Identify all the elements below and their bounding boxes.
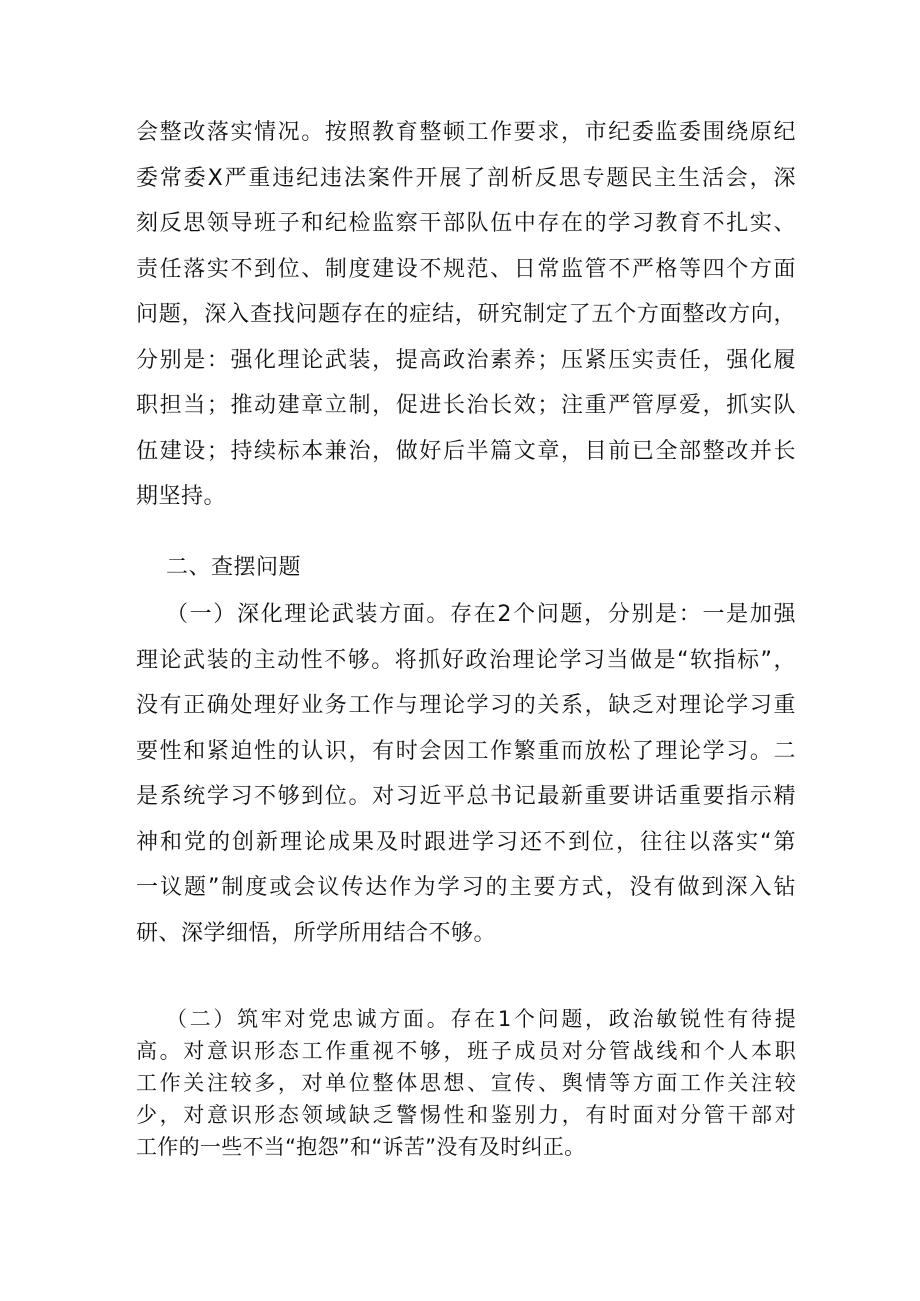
text-line: 期坚持。 — [136, 484, 227, 509]
text-line: 问题，深入查找问题存在的症结，研究制定了五个方面整改方向， — [136, 302, 796, 327]
text-line: 一议题”制度或会议传达作为学习的主要方式，没有做到深入钻 — [136, 875, 796, 900]
text-line: 理论武装的主动性不够。将抓好政治理论学习当做是“软指标”， — [136, 647, 796, 673]
text-line: 职担当；推动建章立制，促进长治长效；注重严管厚爱，抓实队 — [136, 393, 796, 418]
text-line: 神和党的创新理论成果及时跟进学习还不到位，往往以落实“第 — [136, 829, 796, 855]
paragraph-rectification-status — [136, 110, 796, 520]
text-line: 责任落实不到位、制度建设不规范、日常监管不严格等四个方面 — [136, 256, 796, 282]
text-line: 要性和紧迫性的认识，有时会因工作繁重而放松了理论学习。二 — [136, 738, 796, 764]
paragraph-party-loyalty — [136, 1003, 796, 1163]
text-line: 刻反思领导班子和纪检监察干部队伍中存在的学习教育不扎实、 — [136, 211, 796, 236]
text-line: 少，对意识形态领域缺乏警惕性和鉴别力，有时面对分管干部对 — [136, 1103, 796, 1127]
text-line: 高。对意识形态工作重视不够，班子成员对分管战线和个人本职 — [136, 1039, 796, 1063]
text-line: 会整改落实情况。按照教育整顿工作要求，市纪委监委围绕原纪 — [136, 120, 796, 145]
text-line: 委常委X严重违纪违法案件开展了剖析反思专题民主生活会，深 — [136, 165, 796, 191]
paragraph-theory-armament — [136, 592, 796, 956]
text-line: 是系统学习不够到位。对习近平总书记最新重要讲话重要指示精 — [136, 784, 796, 809]
section-heading — [136, 545, 796, 591]
text-line: 工作关注较多，对单位整体思想、宣传、舆情等方面工作关注较 — [136, 1071, 796, 1095]
text-line: 没有正确处理好业务工作与理论学习的关系，缺乏对理论学习重 — [136, 693, 796, 718]
text-line: （二）筑牢对党忠诚方面。存在1个问题，政治敏锐性有待提 — [166, 1007, 796, 1031]
text-line: 研、深学细悟，所学所用结合不够。 — [136, 920, 497, 946]
text-line: 伍建设；持续标本兼治，做好后半篇文章，目前已全部整改并长 — [136, 438, 796, 464]
text-line: 工作的一些不当“抱怨”和“诉苦”没有及时纠正。 — [136, 1135, 586, 1159]
text-line: （一）深化理论武装方面。存在2个问题，分别是：一是加强 — [166, 602, 796, 627]
section-heading-text: 二、查摆问题 — [166, 555, 302, 580]
text-line: 分别是：强化理论武装，提高政治素养；压紧压实责任，强化履 — [136, 347, 796, 373]
